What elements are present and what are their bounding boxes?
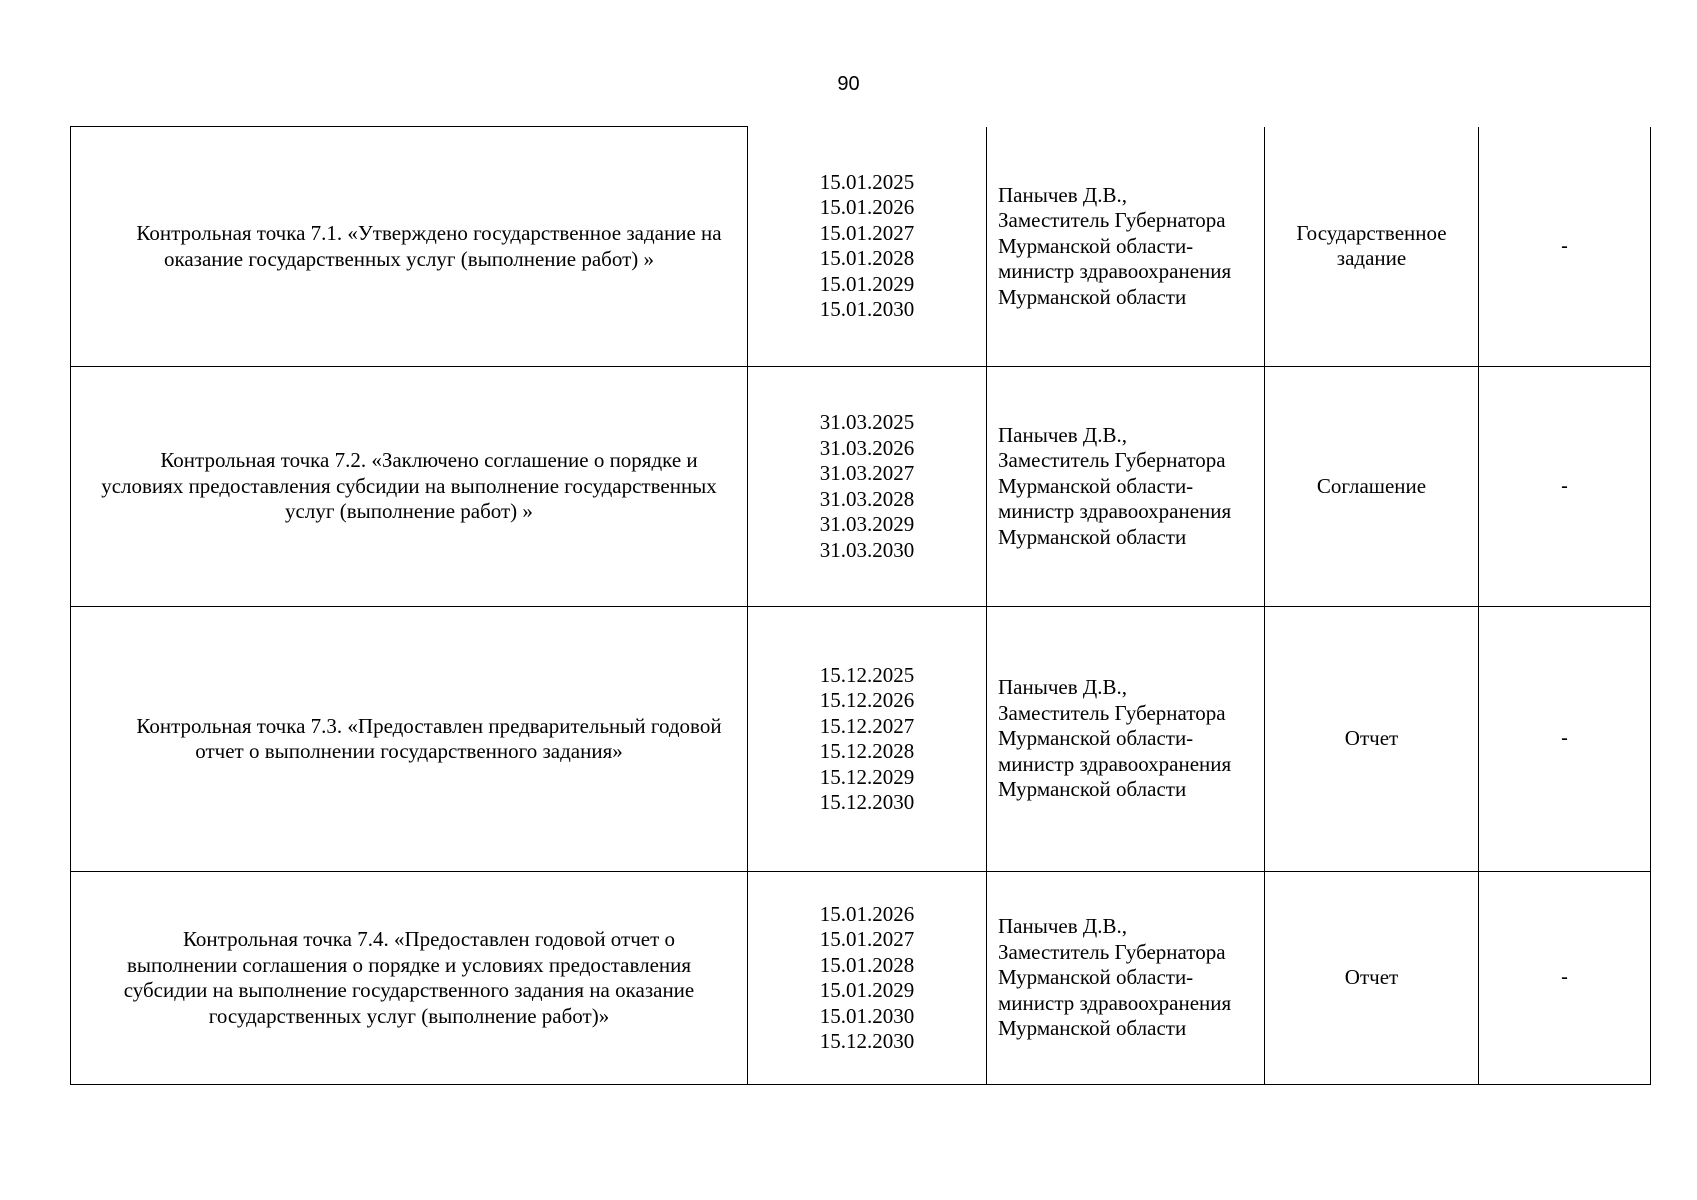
deadline-date: 31.03.2026 bbox=[819, 435, 915, 460]
responsible-line: министр здравоохранения bbox=[998, 499, 1232, 524]
responsible-line: министр здравоохранения bbox=[998, 751, 1232, 776]
deadline-date: 31.03.2030 bbox=[819, 537, 915, 562]
responsible-line: Мурманской области bbox=[998, 1016, 1187, 1041]
deadline-date: 15.12.2030 bbox=[819, 1029, 915, 1053]
control-point-name: Контрольная точка 7.3. «Предоставлен предварительный годовой отчет о выполнении государственного задания» bbox=[136, 713, 722, 763]
responsible-line: Мурманской области- bbox=[998, 233, 1194, 258]
control-points-table bbox=[70, 126, 1651, 1085]
control-point-name-cell bbox=[71, 127, 748, 367]
deadline-date: 15.01.2025 bbox=[819, 169, 915, 194]
responsible-line: Заместитель Губернатора bbox=[998, 208, 1226, 232]
deadline-date: 15.01.2030 bbox=[819, 297, 915, 322]
document-type: Отчет bbox=[1344, 965, 1399, 990]
extra-cell bbox=[1479, 367, 1651, 607]
deadline-date: 15.01.2028 bbox=[819, 246, 915, 271]
responsible-line: Заместитель Губернатора bbox=[998, 700, 1226, 725]
document-type-cell bbox=[1265, 127, 1479, 367]
table-row bbox=[71, 127, 1651, 367]
responsible-line: Заместитель Губернатора bbox=[998, 448, 1226, 473]
document-type-cell bbox=[1265, 607, 1479, 872]
responsible-line: Мурманской области bbox=[998, 777, 1187, 802]
extra-cell bbox=[1479, 127, 1651, 367]
deadline-dates-cell bbox=[748, 127, 987, 367]
extra-value: - bbox=[1561, 966, 1568, 990]
control-point-name-cell bbox=[71, 367, 748, 607]
deadline-date: 31.03.2029 bbox=[819, 512, 915, 536]
control-point-name-cell bbox=[71, 872, 748, 1085]
deadline-date: 15.01.2030 bbox=[819, 1003, 915, 1028]
document-type: Государственное задание bbox=[1296, 220, 1447, 271]
responsible-cell bbox=[987, 872, 1265, 1085]
responsible-cell bbox=[987, 607, 1265, 872]
deadline-date: 15.12.2026 bbox=[819, 688, 915, 712]
responsible-line: Панычев Д.В., bbox=[998, 422, 1127, 447]
deadline-date: 15.01.2028 bbox=[819, 952, 915, 977]
deadline-date: 15.01.2026 bbox=[819, 901, 915, 926]
responsible-line: Мурманской области bbox=[998, 524, 1187, 549]
document-type-cell bbox=[1265, 872, 1479, 1085]
responsible-line: Мурманской области- bbox=[998, 473, 1194, 498]
control-point-name-cell bbox=[71, 607, 748, 872]
document-type: Соглашение bbox=[1316, 473, 1427, 498]
deadline-date: 15.01.2027 bbox=[819, 220, 915, 245]
deadline-date: 15.01.2026 bbox=[819, 195, 915, 220]
deadline-dates-cell bbox=[748, 872, 987, 1085]
deadline-date: 31.03.2028 bbox=[819, 486, 915, 511]
deadline-date: 15.01.2027 bbox=[819, 927, 915, 951]
control-point-name: Контрольная точка 7.2. «Заключено соглашение о порядке и условиях предоставления субсидии на выполнение государственных услуг (выполнение работ) » bbox=[101, 448, 717, 524]
extra-value: - bbox=[1561, 727, 1568, 751]
extra-cell bbox=[1479, 872, 1651, 1085]
control-point-name: Контрольная точка 7.4. «Предоставлен годовой отчет о выполнении соглашения о порядке и условиях предоставления субсидии на выполнение государственного задания на оказание государственных услуг (выполнение работ)» bbox=[123, 927, 695, 1028]
responsible-line: Мурманской области- bbox=[998, 726, 1194, 751]
deadline-date: 15.12.2025 bbox=[819, 662, 915, 687]
responsible-line: Панычев Д.В., bbox=[998, 914, 1127, 939]
table-row bbox=[71, 872, 1651, 1085]
deadline-dates-cell bbox=[748, 367, 987, 607]
responsible-cell bbox=[987, 127, 1265, 367]
responsible-cell bbox=[987, 367, 1265, 607]
extra-cell bbox=[1479, 607, 1651, 872]
deadline-date: 15.12.2029 bbox=[819, 764, 915, 789]
responsible-line: министр здравоохранения bbox=[998, 259, 1232, 283]
responsible-line: Панычев Д.В., bbox=[998, 182, 1127, 207]
deadline-date: 15.12.2028 bbox=[819, 739, 915, 763]
document-type: Отчет bbox=[1344, 726, 1399, 751]
document-type-cell bbox=[1265, 367, 1479, 607]
deadline-date: 31.03.2027 bbox=[819, 461, 915, 485]
extra-value: - bbox=[1561, 474, 1568, 498]
deadline-date: 15.12.2030 bbox=[819, 790, 915, 814]
control-point-name: Контрольная точка 7.1. «Утверждено государственное задание на оказание государственных услуг (выполнение работ) » bbox=[136, 221, 722, 271]
page-number: 90 bbox=[837, 73, 860, 95]
deadline-date: 31.03.2025 bbox=[819, 410, 915, 434]
responsible-line: Заместитель Губернатора bbox=[998, 939, 1226, 964]
responsible-line: Мурманской области bbox=[998, 284, 1187, 309]
responsible-line: министр здравоохранения bbox=[998, 990, 1232, 1015]
deadline-dates-cell bbox=[748, 607, 987, 872]
deadline-date: 15.12.2027 bbox=[819, 713, 915, 738]
deadline-date: 15.01.2029 bbox=[819, 271, 915, 296]
deadline-date: 15.01.2029 bbox=[819, 978, 915, 1002]
responsible-line: Панычев Д.В., bbox=[998, 675, 1127, 700]
extra-value: - bbox=[1561, 234, 1568, 258]
table-row bbox=[71, 607, 1651, 872]
table-row bbox=[71, 367, 1651, 607]
responsible-line: Мурманской области- bbox=[998, 965, 1194, 990]
